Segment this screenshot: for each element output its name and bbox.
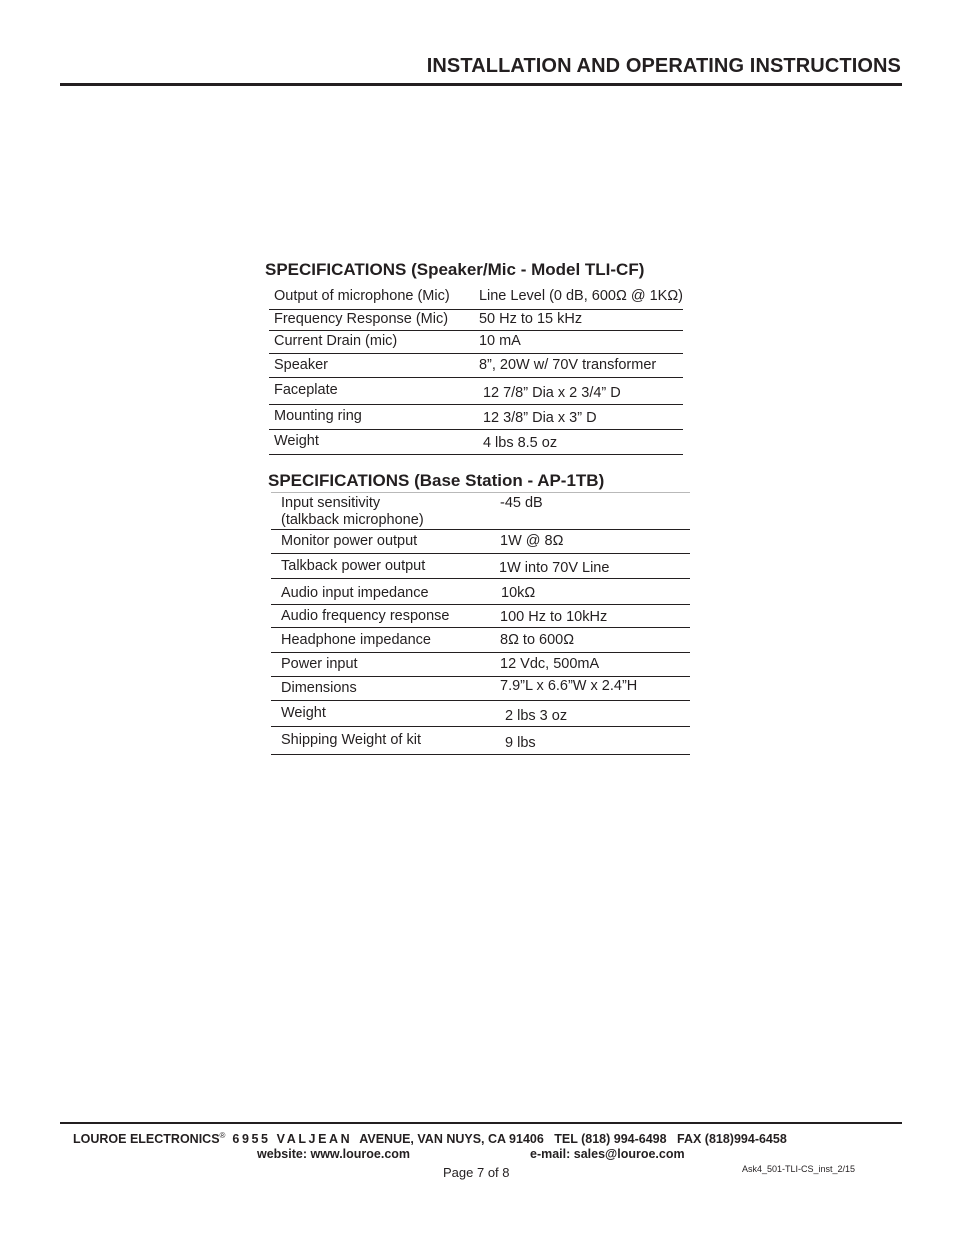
spec-label <box>271 493 487 530</box>
address-city: AVENUE, VAN NUYS, CA 91406 <box>359 1132 544 1147</box>
spec-value: 12 3/8” Dia x 3” D <box>471 404 683 429</box>
spec-label: Dimensions <box>271 677 487 701</box>
email-text: e-mail: sales@louroe.com <box>530 1147 685 1161</box>
page-title: INSTALLATION AND OPERATING INSTRUCTIONS <box>426 55 901 77</box>
spec-base-title: SPECIFICATIONS (Base Station - AP-1TB) <box>268 471 605 490</box>
spec-value: 7.9”L x 6.6”W x 2.4”H <box>487 677 690 701</box>
spec-value: 12 7/8” Dia x 2 3/4” D <box>471 377 683 404</box>
spec-label-line2: (talkback microphone) <box>281 512 424 528</box>
spec-value: 50 Hz to 15 kHz <box>471 309 683 330</box>
table-row <box>271 554 690 579</box>
spec-label: Talkback power output <box>271 554 487 579</box>
spec-label: Headphone impedance <box>271 628 487 653</box>
table-row <box>269 404 683 429</box>
table-row <box>269 309 683 330</box>
spec-label: Faceplate <box>269 377 471 404</box>
table-row <box>269 285 683 309</box>
header-divider <box>60 83 902 86</box>
spec-label: Mounting ring <box>269 404 471 429</box>
footer-contact-line <box>73 1131 893 1146</box>
address-street: 6955 VALJEAN <box>232 1132 353 1147</box>
table-row <box>271 493 690 530</box>
spec-label: Audio input impedance <box>271 579 487 605</box>
table-row <box>271 530 690 554</box>
spec-label-line1: Input sensitivity <box>281 495 381 511</box>
spec-mic-table <box>269 285 683 455</box>
spec-label: Output of microphone (Mic) <box>269 285 471 309</box>
spec-value: 9 lbs <box>487 727 690 755</box>
spec-label: Audio frequency response <box>271 605 487 628</box>
table-row <box>271 653 690 677</box>
document-code: Ask4_501-TLI-CS_inst_2/15 <box>742 1164 856 1174</box>
registered-mark: ® <box>219 1131 226 1140</box>
phone-number: TEL (818) 994-6498 <box>554 1132 667 1147</box>
table-row <box>269 353 683 377</box>
spec-base-table <box>271 492 690 755</box>
company-name: LOUROE ELECTRONICS <box>73 1132 220 1147</box>
spec-value: Line Level (0 dB, 600Ω @ 1KΩ) <box>471 285 683 309</box>
website-text: website: www.louroe.com <box>257 1147 411 1161</box>
spec-value: 8”, 20W w/ 70V transformer <box>471 353 683 377</box>
table-row <box>269 330 683 353</box>
table-row <box>269 377 683 404</box>
spec-mic-title: SPECIFICATIONS (Speaker/Mic - Model TLI-CF) <box>265 260 645 279</box>
spec-value: 10 mA <box>471 330 683 353</box>
table-row <box>269 429 683 454</box>
table-row <box>271 605 690 628</box>
spec-label: Weight <box>269 429 471 454</box>
spec-value: 8Ω to 600Ω <box>487 628 690 653</box>
spec-value: 2 lbs 3 oz <box>487 701 690 727</box>
spec-label: Power input <box>271 653 487 677</box>
table-row <box>271 701 690 727</box>
spec-value: 10kΩ <box>487 579 690 605</box>
table-row <box>271 628 690 653</box>
spec-value: 1W @ 8Ω <box>487 530 690 554</box>
spec-label: Shipping Weight of kit <box>271 727 487 755</box>
table-row <box>271 727 690 755</box>
table-row <box>271 579 690 605</box>
spec-label: Speaker <box>269 353 471 377</box>
page-number: Page 7 of 8 <box>443 1165 510 1180</box>
footer-divider <box>60 1122 902 1124</box>
spec-value: 12 Vdc, 500mA <box>487 653 690 677</box>
spec-label: Weight <box>271 701 487 727</box>
spec-label: Monitor power output <box>271 530 487 554</box>
spec-label: Current Drain (mic) <box>269 330 471 353</box>
spec-value: -45 dB <box>487 493 690 530</box>
table-row <box>271 677 690 701</box>
spec-value: 100 Hz to 10kHz <box>487 605 690 628</box>
spec-value: 4 lbs 8.5 oz <box>471 429 683 454</box>
fax-number: FAX (818)994-6458 <box>677 1132 787 1147</box>
spec-value: 1W into 70V Line <box>487 554 690 579</box>
spec-label: Frequency Response (Mic) <box>269 309 471 330</box>
